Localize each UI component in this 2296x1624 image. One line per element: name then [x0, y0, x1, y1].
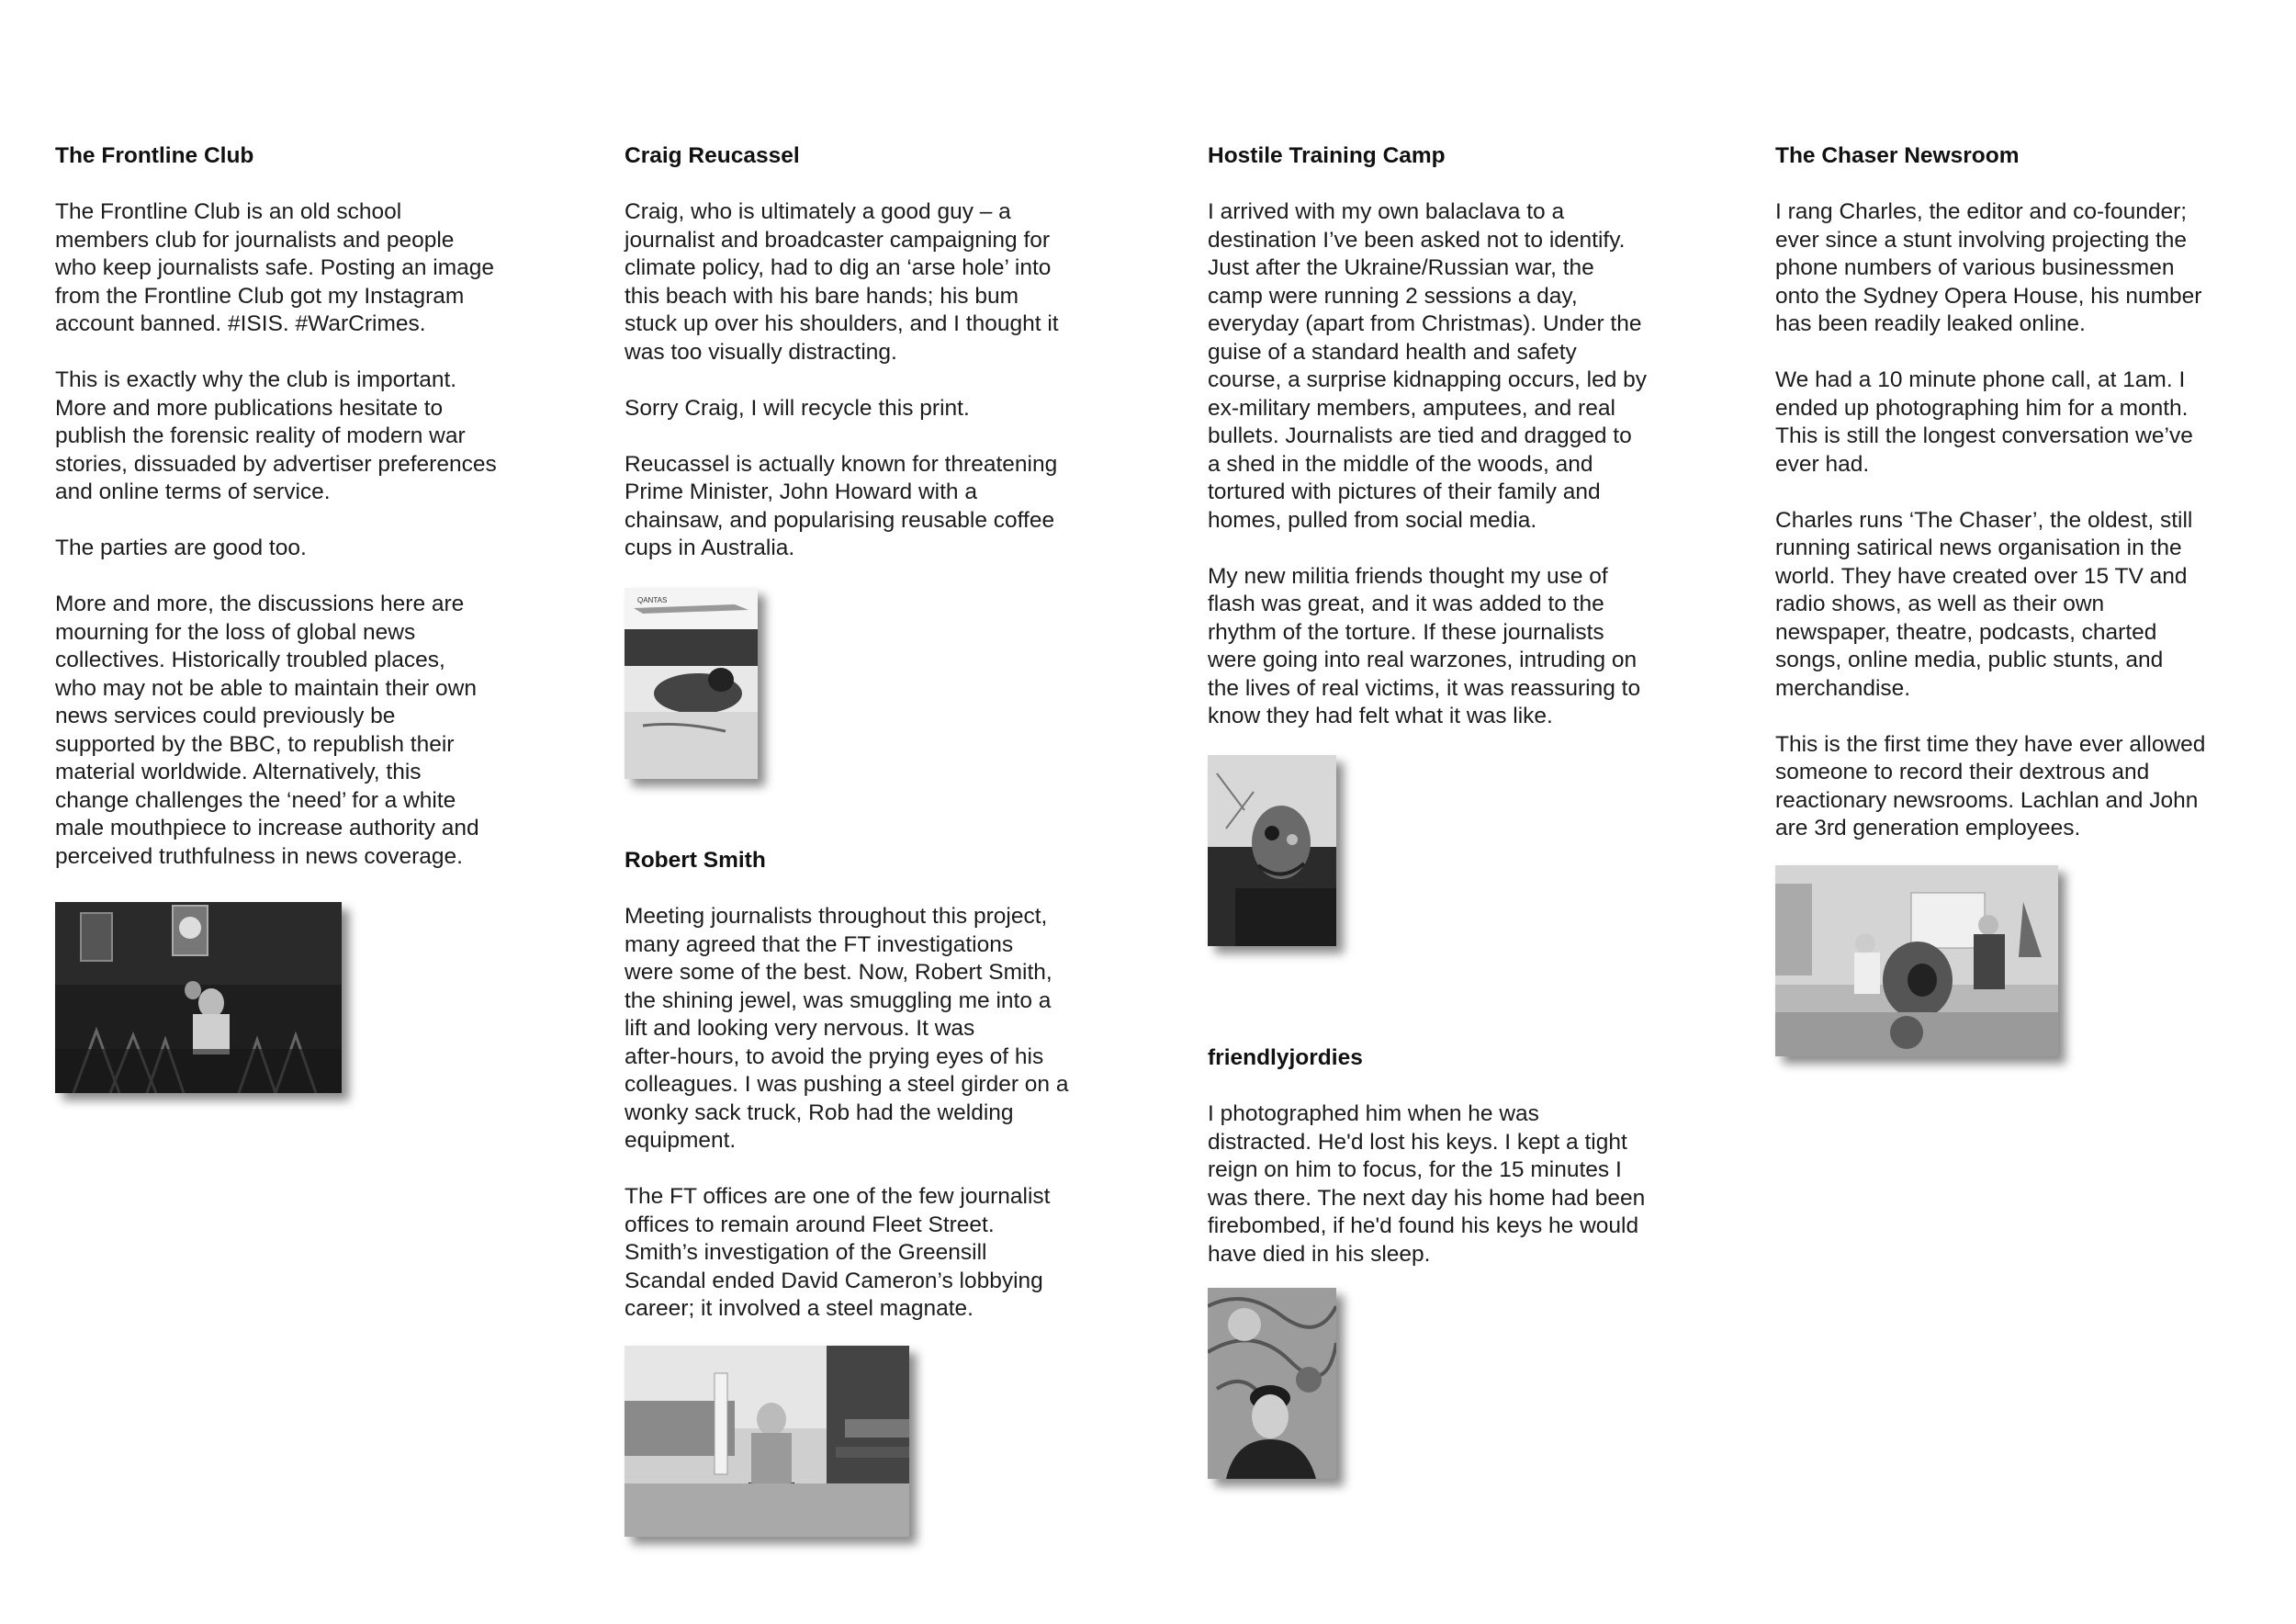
chaser-newsroom-photo — [1775, 865, 2058, 1056]
section-frontline-club — [55, 142, 551, 871]
paragraph: This is the first time they have ever allowed someone to record their dextrous and reactionary newsrooms. Lachlan and John are 3rd generation employees. — [1775, 731, 2206, 840]
friendlyjordies-photo — [1208, 1288, 1336, 1479]
paragraph: Craig, who is ultimately a good guy – a journalist and broadcaster campaigning for climate policy, had to dig an ‘arse hole’ into this beach with his bare hands; his bum stuck up over his shoulders, and I thought it was too visually distracting. — [625, 199, 1059, 365]
paragraph: I arrived with my own balaclava to a destination I’ve been asked not to identify. Just after the Ukraine/Russian war, the camp were running 2 sessions a day, everyday (apart from Christmas). Under the guise of a standard health and safety course, a surprise kidnapping occurs, led by ex-military members, amputees, and real bullets. Journalists are tied and dragged to a shed in the middle of the woods, and tortured with pictures of their family and homes, pulled from social media. — [1208, 199, 1648, 533]
paragraph: I photographed him when he was distracted. He'd lost his keys. I kept a tight reign on him to focus, for the 15 minutes I was there. The next day his home had been firebombed, if he'd found his keys he would have died in his sleep. — [1208, 1101, 1646, 1267]
paragraph: I rang Charles, the editor and co-founder; ever since a stunt involving projecting the phone numbers of various businessmen onto the Sydney Opera House, his number has been readily leaked online. — [1775, 199, 2202, 336]
paragraph: My new militia friends thought my use of flash was great, and it was added to the rhythm of the torture. If these journalists were going into real warzones, intruding on the lives of real victims, it was reassuring to know they had felt what it was like. — [1208, 563, 1641, 728]
paragraph: This is exactly why the club is important. More and more publications hesitate to publish the forensic reality of modern war stories, dissuaded by advertiser preferences and online terms of service. — [55, 367, 497, 504]
section-title: Craig Reucassel — [625, 143, 800, 168]
paragraph: Sorry Craig, I will recycle this print. — [625, 395, 970, 421]
section-friendlyjordies — [1208, 1044, 1704, 1269]
paragraph: Meeting journalists throughout this project, many agreed that the FT investigations were some of the best. Now, Robert Smith, the shining jewel, was smuggling me into a lift and looking very nervous. It was after-hours, to avoid the prying eyes of his colleagues. I was pushing a steel girder on a wonky sack truck, Rob had the welding equipment. — [625, 904, 1069, 1153]
paragraph: The parties are good too. — [55, 536, 307, 560]
paragraph: We had a 10 minute phone call, at 1am. I ended up photographing him for a month. This is still the longest conversation we’ve ever had. — [1775, 367, 2193, 477]
section-craig-reucassel — [625, 142, 1120, 563]
plane-banner-text: QANTAS — [637, 596, 668, 604]
section-title: The Frontline Club — [55, 143, 254, 168]
paragraph: Reucassel is actually known for threatening Prime Minister, John Howard with a chainsaw, and popularising reusable coffee cups in Australia. — [625, 451, 1058, 560]
robert-smith-photo — [625, 1346, 909, 1537]
paragraph: The Frontline Club is an old school members club for journalists and people who keep journalists safe. Posting an image from the Frontline Club got my Instagram account banned. #ISIS. #WarCrimes. — [55, 199, 495, 336]
section-chaser-newsroom — [1775, 142, 2271, 843]
frontline-club-photo — [55, 902, 342, 1093]
section-hostile-training-camp — [1208, 142, 1704, 731]
paragraph: The FT offices are one of the few journalist offices to remain around Fleet Street. Smith’s investigation of the Greensill Scandal ended David Cameron’s lobbying career; it involved a steel magnate. — [625, 1184, 1051, 1321]
section-robert-smith — [625, 847, 1120, 1324]
section-title: The Chaser Newsroom — [1775, 143, 2020, 168]
hostile-training-camp-photo — [1208, 755, 1336, 946]
section-title: Robert Smith — [625, 848, 766, 873]
craig-reucassel-photo — [625, 588, 758, 779]
section-title: Hostile Training Camp — [1208, 143, 1446, 168]
section-title: friendlyjordies — [1208, 1045, 1363, 1070]
paragraph: Charles runs ‘The Chaser’, the oldest, still running satirical news organisation in the world. They have created over 15 TV and radio shows, as well as their own newspaper, theatre, podcasts, charted songs, online media, public stunts, and merchandise. — [1775, 507, 2193, 701]
paragraph: More and more, the discussions here are mourning for the loss of global news collectives. Historically troubled places, who may not be able to maintain their own news services could previously be supported by the BBC, to republish their material worldwide. Alternatively, this change challenges the ‘need’ for a white male mouthpiece to increase authority and perceived truthfulness in news coverage. — [55, 592, 479, 869]
